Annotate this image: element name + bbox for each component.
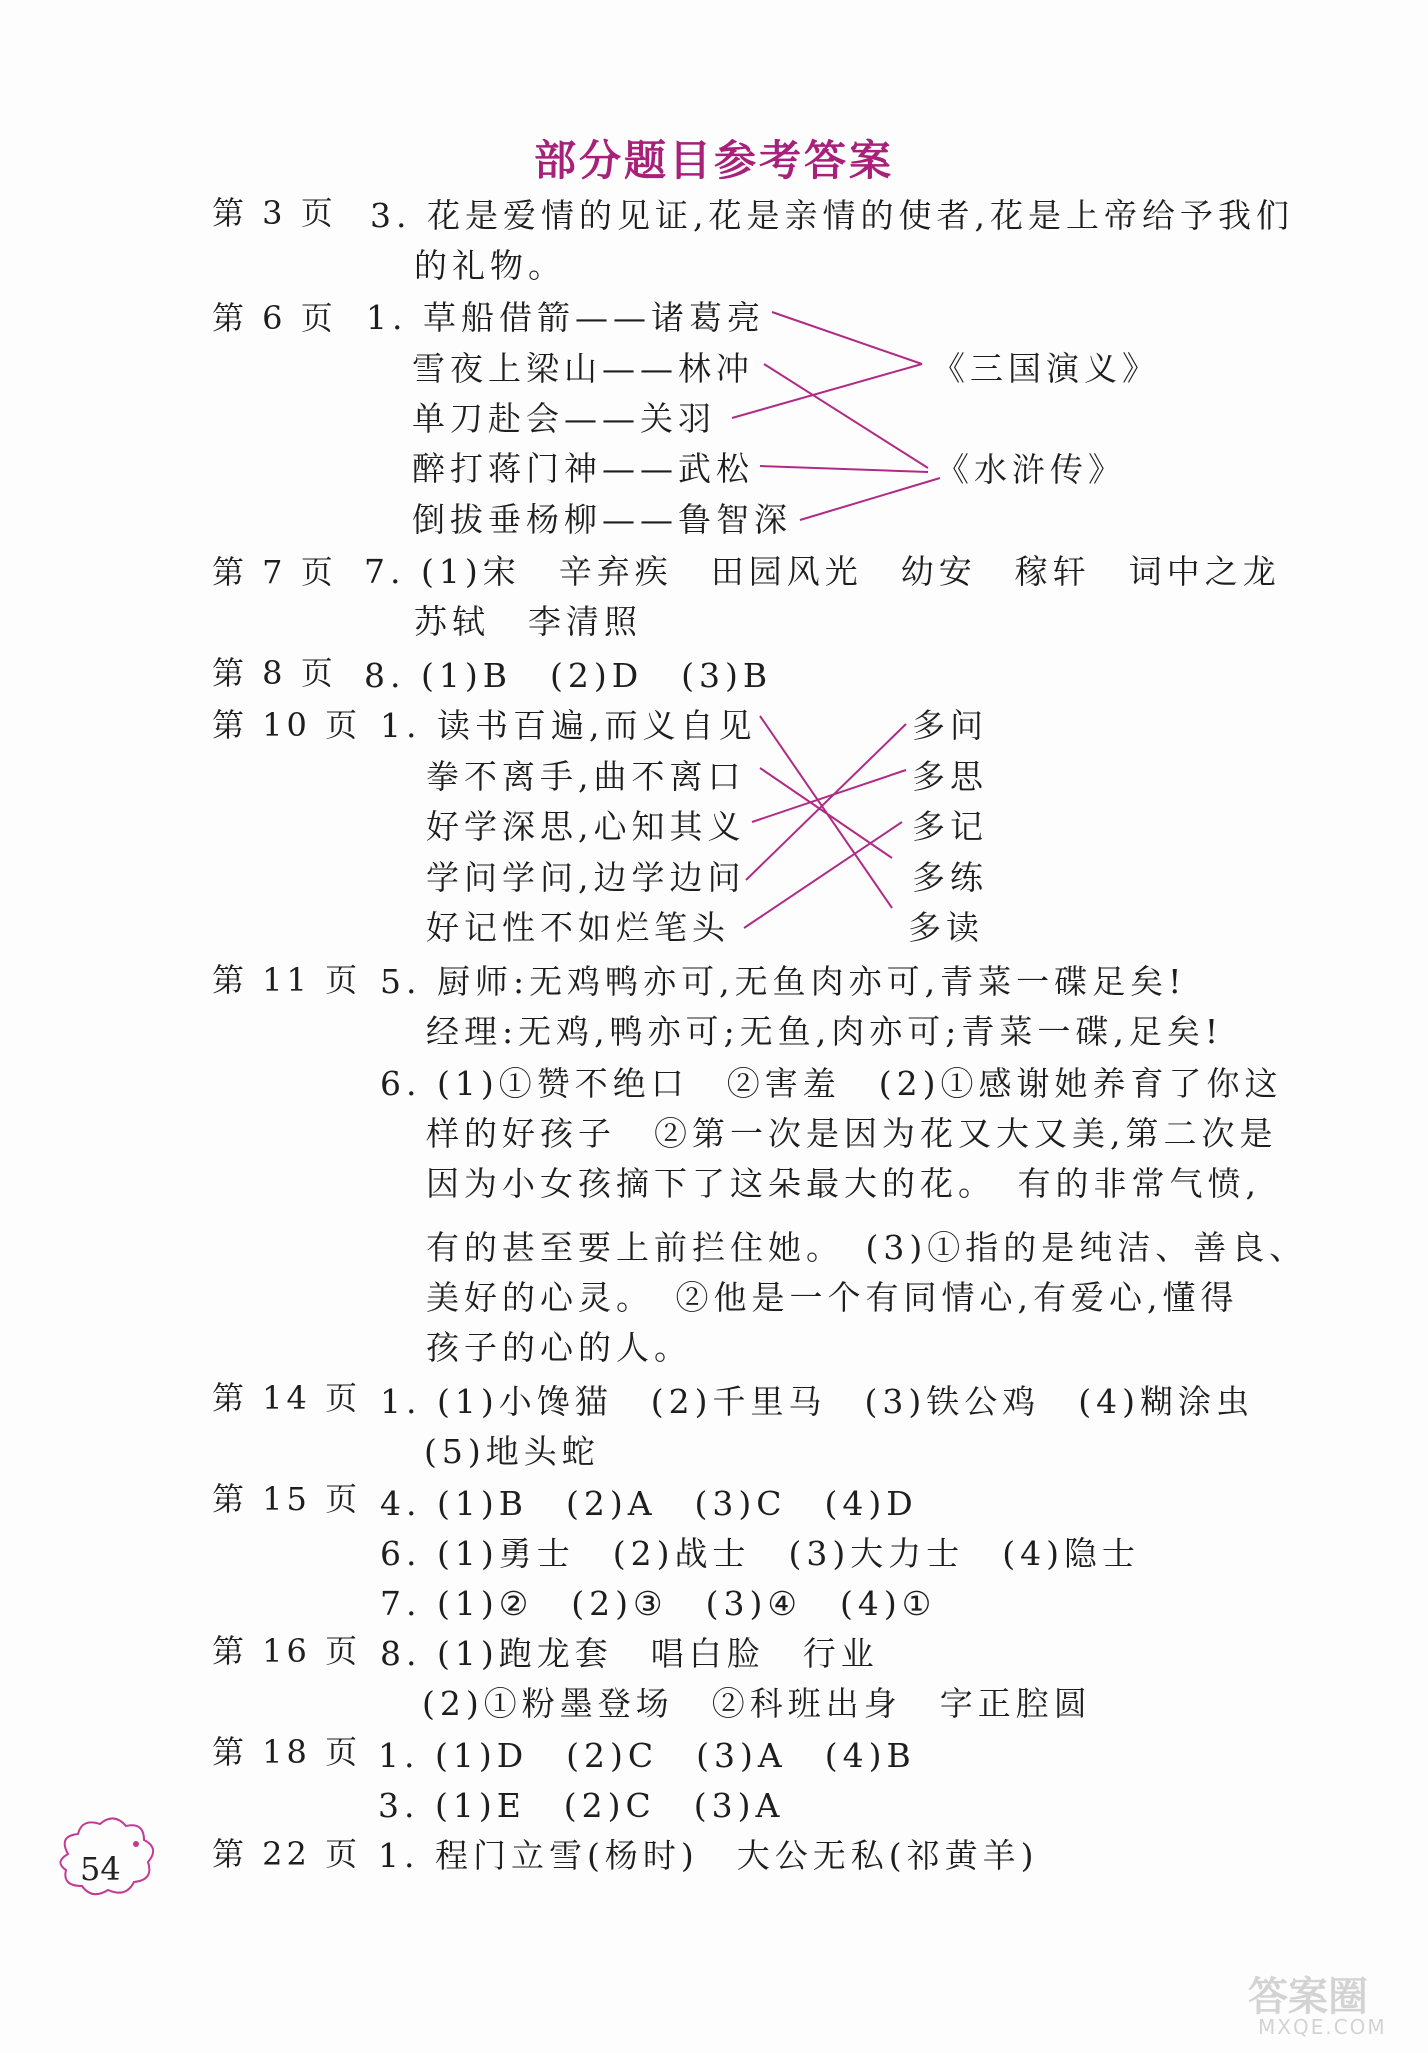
answer-line: 美好的心灵。 ②他是一个有同情心,有爱心,懂得 — [426, 1278, 1239, 1317]
answer-line: 1. (1)小馋猫 (2)千里马 (3)铁公鸡 (4)糊涂虫 — [380, 1382, 1254, 1421]
match-left-item: 好记性不如烂笔头 — [426, 908, 730, 947]
match-line — [744, 822, 902, 928]
match-line — [746, 724, 906, 880]
page-title: 部分题目参考答案 — [533, 136, 894, 185]
answer-line: 孩子的心的人。 — [426, 1328, 692, 1367]
answer-line: 1. 程门立雪(杨时) 大公无私(祁黄羊) — [378, 1836, 1039, 1875]
page-label: 第 7 页 — [212, 553, 337, 591]
page-number: 54 — [80, 1850, 121, 1888]
answer-line: 8. (1)B (2)D (3)B — [364, 656, 773, 695]
answer-line: 4. (1)B (2)A (3)C (4)D — [380, 1484, 918, 1523]
page-label: 第 8 页 — [212, 654, 337, 692]
page-label: 第 11 页 — [212, 961, 362, 999]
page-label: 第 18 页 — [212, 1733, 362, 1771]
answer-line: 8. (1)跑龙套 唱白脸 行业 — [380, 1634, 879, 1673]
page-label: 第 14 页 — [212, 1379, 362, 1417]
answer-line: 6. (1)勇士 (2)战士 (3)大力士 (4)隐士 — [380, 1534, 1140, 1573]
match-right-item: 多记 — [912, 807, 988, 846]
page-label: 第 16 页 — [212, 1632, 362, 1670]
match-left-item: 拳不离手,曲不离口 — [426, 757, 746, 796]
answer-line: 1. (1)D (2)C (3)A (4)B — [378, 1736, 916, 1775]
page-label: 第 6 页 — [212, 299, 337, 337]
page-label: 第 10 页 — [212, 706, 362, 744]
match-right-item: 多问 — [912, 706, 988, 745]
match-left-item: 醉打蒋门神——武松 — [412, 449, 754, 488]
answer-line: 3. (1)E (2)C (3)A — [378, 1786, 785, 1825]
watermark — [1208, 1963, 1408, 2043]
match-left-item: 雪夜上梁山——林冲 — [412, 349, 754, 388]
page-label: 第 3 页 — [212, 194, 337, 232]
answer-line: 3. 花是爱情的见证,花是亲情的使者,花是上帝给予我们 — [370, 196, 1294, 235]
match-left-item: 倒拔垂杨柳——鲁智深 — [412, 500, 792, 539]
page-label: 第 22 页 — [212, 1835, 362, 1873]
watermark-url: MXQE.COM — [1258, 2015, 1387, 2039]
answer-line: 7. (1)宋 辛弃疾 田园风光 幼安 稼轩 词中之龙 — [364, 552, 1281, 591]
match-right-item: 多读 — [908, 908, 984, 947]
answer-line: (5)地头蛇 — [424, 1432, 600, 1471]
answer-line: 苏轼 李清照 — [414, 602, 642, 641]
answer-line: 6. (1)①赞不绝口 ②害羞 (2)①感谢她养育了你这 — [380, 1064, 1283, 1103]
match-left-item: 好学深思,心知其义 — [426, 807, 746, 846]
answer-line: 因为小女孩摘下了这朵最大的花。 有的非常气愤, — [426, 1164, 1261, 1203]
match-line — [772, 312, 922, 364]
match-line — [764, 364, 928, 468]
match-left-item: 学问学问,边学边问 — [426, 858, 746, 897]
page-number-badge — [50, 1814, 160, 1914]
answer-line: 5. 厨师:无鸡鸭亦可,无鱼肉亦可,青菜一碟足矣! — [380, 962, 1187, 1001]
match-line — [732, 364, 922, 418]
match-right-item: 《三国演义》 — [932, 349, 1160, 388]
answer-line: 经理:无鸡,鸭亦可;无鱼,肉亦可;青菜一碟,足矣! — [426, 1012, 1224, 1051]
answer-line: 有的甚至要上前拦住她。 (3)①指的是纯洁、善良、 — [426, 1228, 1308, 1267]
answer-line: 的礼物。 — [414, 246, 566, 285]
watermark-logo: 答案圈 — [1248, 1974, 1368, 2020]
answer-line: (2)①粉墨登场 ②科班出身 字正腔圆 — [422, 1684, 1092, 1723]
answer-line: 样的好孩子 ②第一次是因为花又大又美,第二次是 — [426, 1114, 1278, 1153]
match-line — [800, 478, 940, 520]
match-right-item: 多思 — [912, 757, 988, 796]
answer-line: 7. (1)② (2)③ (3)④ (4)① — [380, 1584, 937, 1623]
match-right-item: 多练 — [912, 858, 988, 897]
match-left-item: 1. 读书百遍,而义自见 — [380, 706, 757, 745]
match-right-item: 《水浒传》 — [936, 450, 1126, 489]
match-line — [760, 466, 928, 472]
page-label: 第 15 页 — [212, 1480, 362, 1518]
match-left-item: 单刀赴会——关羽 — [412, 399, 716, 438]
match-left-item: 1. 草船借箭——诸葛亮 — [366, 298, 765, 337]
